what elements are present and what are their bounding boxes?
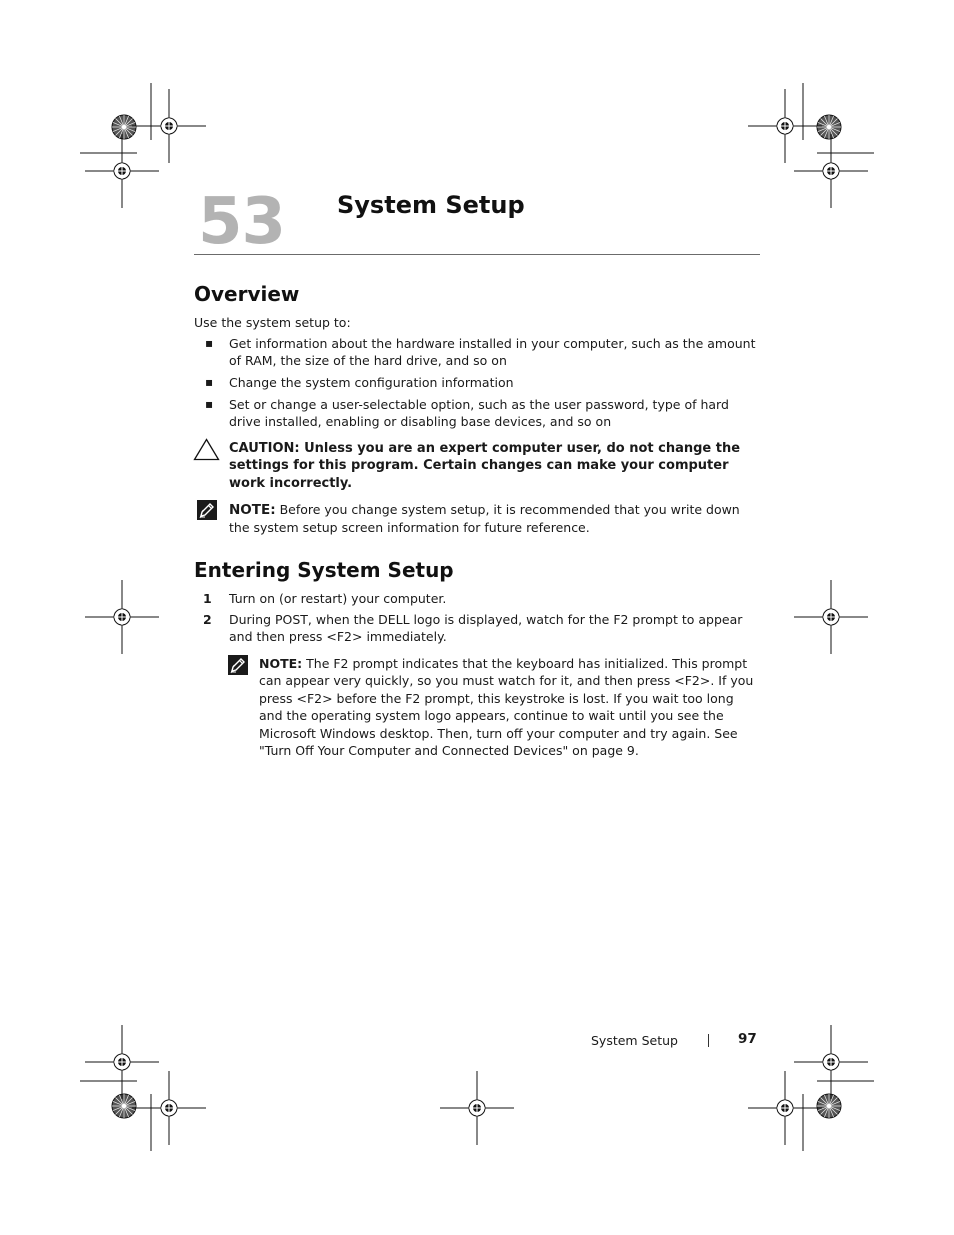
step-number: 1 bbox=[203, 591, 212, 606]
overview-intro: Use the system setup to: bbox=[194, 315, 351, 330]
note-pencil-icon bbox=[228, 655, 248, 675]
bullet-marker: ▪ bbox=[205, 375, 214, 389]
caution-block bbox=[229, 440, 760, 492]
chapter-number: 53 bbox=[198, 185, 286, 259]
list-item: Change the system configuration information bbox=[229, 375, 514, 390]
caution-text: Unless you are an expert computer user, do not change the settings for this program. Certain changes can make your computer work incorrectly. bbox=[229, 441, 741, 491]
chapter-title-rule bbox=[194, 254, 760, 255]
step-number: 2 bbox=[203, 612, 212, 627]
bullet-marker: ▪ bbox=[205, 336, 214, 350]
note-block bbox=[259, 655, 760, 759]
overview-heading: Overview bbox=[194, 282, 300, 306]
note-label: NOTE: bbox=[259, 656, 303, 671]
note-label: NOTE: bbox=[229, 502, 276, 518]
note-text: Before you change system setup, it is recommended that you write down the system setup screen information for future reference. bbox=[229, 502, 740, 536]
footer-separator bbox=[708, 1034, 709, 1047]
step-text: During POST, when the DELL logo is displayed, watch for the F2 prompt to appear and then press <F2> immediately. bbox=[229, 612, 743, 645]
page-number: 97 bbox=[738, 1031, 757, 1047]
note-pencil-icon bbox=[197, 500, 217, 520]
note-text: The F2 prompt indicates that the keyboard has initialized. This prompt can appear very quickly, so you must watch for it, and then press <F2>. If you press <F2> before the F2 prompt, this keystroke is lost. If you wait too long and the operating system logo appears, continue to wait until you see the Microsoft Windows desktop. Then, turn off your computer and try again. See "Turn Off Your Computer and Connected Devices" on page 9. bbox=[259, 656, 754, 759]
list-item: Set or change a user-selectable option, such as the user password, type of hard drive installed, enabling or disabling base devices, and so on bbox=[229, 397, 729, 430]
caution-triangle-icon bbox=[193, 438, 220, 461]
footer-title: System Setup bbox=[591, 1033, 678, 1048]
chapter-title: System Setup bbox=[337, 191, 525, 219]
note-block bbox=[229, 501, 760, 537]
list-item: Get information about the hardware installed in your computer, such as the amount of RAM, the size of the hard drive, and so on bbox=[229, 336, 756, 369]
step-text: Turn on (or restart) your computer. bbox=[229, 591, 447, 606]
caution-label: CAUTION: bbox=[229, 441, 300, 456]
bullet-marker: ▪ bbox=[205, 397, 214, 411]
entering-heading: Entering System Setup bbox=[194, 558, 454, 582]
